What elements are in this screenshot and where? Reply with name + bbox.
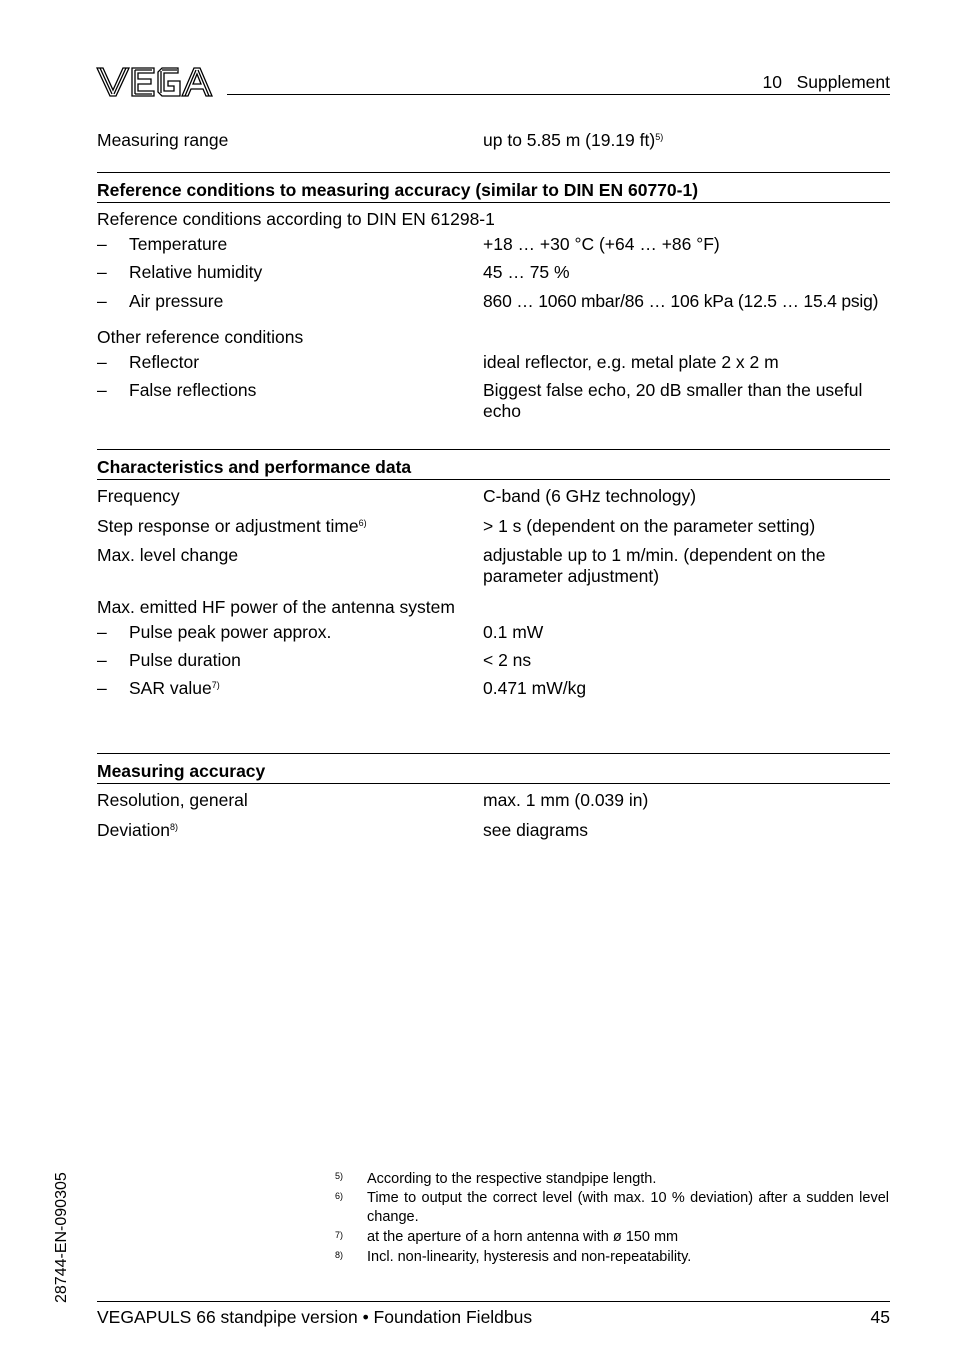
deviation-label: Deviation — [97, 820, 170, 840]
header-rule — [227, 94, 890, 95]
measuring-range-label: Measuring range — [97, 130, 229, 150]
footer-rule — [97, 1301, 890, 1302]
false-reflections-label: False reflections — [129, 380, 257, 400]
reflector-label: Reflector — [129, 352, 200, 372]
list-dash: – — [97, 380, 107, 400]
step-response-label-wrap — [97, 516, 367, 537]
deviation-value: see diagrams — [483, 820, 589, 840]
accuracy-section-title: Measuring accuracy — [97, 761, 266, 781]
document-code: 28744-EN-090305 — [53, 1172, 70, 1303]
deviation-label-wrap — [97, 820, 178, 841]
section-rule-top — [97, 753, 890, 754]
footnote-ref: 6) — [358, 518, 367, 528]
sar-value: 0.471 mW/kg — [483, 678, 587, 698]
footnote-ref: 7) — [211, 680, 220, 690]
step-response-label: Step response or adjustment time — [97, 516, 359, 536]
vega-logo-mark — [96, 66, 214, 98]
humidity-value: 45 … 75 % — [483, 262, 570, 282]
frequency-label: Frequency — [97, 486, 180, 506]
footnote-number: 8) — [335, 1250, 344, 1260]
sar-label-wrap — [129, 678, 220, 699]
list-dash: – — [97, 650, 107, 670]
reference-subhead: Reference conditions according to DIN EN 61298-1 — [97, 209, 495, 229]
sar-label: SAR value — [129, 678, 212, 698]
page-number: 45 — [870, 1307, 890, 1327]
resolution-label: Resolution, general — [97, 790, 248, 810]
measuring-range-value: up to 5.85 m (19.19 ft) — [483, 130, 656, 150]
air-pressure-value: 860 … 1060 mbar/86 … 106 kPa (12.5 … 15.4 psig) — [483, 291, 879, 311]
frequency-value: C-band (6 GHz technology) — [483, 486, 697, 506]
pulse-peak-value: 0.1 mW — [483, 622, 544, 642]
performance-section-title: Characteristics and performance data — [97, 457, 412, 477]
section-rule-bottom — [97, 202, 890, 203]
footnote-text: Incl. non-linearity, hysteresis and non-repeatability. — [367, 1249, 692, 1265]
section-rule-bottom — [97, 783, 890, 784]
reflector-value: ideal reflector, e.g. metal plate 2 x 2 m — [483, 352, 779, 372]
other-conditions-subhead: Other reference conditions — [97, 327, 304, 347]
level-change-label: Max. level change — [97, 545, 239, 565]
hf-power-subhead: Max. emitted HF power of the antenna system — [97, 597, 455, 617]
footnote-number: 5) — [335, 1171, 344, 1181]
footnote-text: at the aperture of a horn antenna with ø 150 mm — [367, 1229, 679, 1245]
false-reflections-value: Biggest false echo, 20 dB smaller than the useful echo — [483, 380, 863, 421]
list-dash: – — [97, 352, 107, 372]
list-dash: – — [97, 234, 107, 254]
list-dash: – — [97, 291, 107, 311]
footnote-ref: 8) — [169, 822, 178, 832]
section-header: 10 Supplement — [762, 72, 890, 92]
humidity-label: Relative humidity — [129, 262, 263, 282]
vega-logo — [96, 66, 214, 98]
footnote-text: Time to output the correct level (with max. 10 % deviation) after a sudden level change. — [367, 1190, 889, 1225]
temperature-label: Temperature — [129, 234, 228, 254]
list-dash: – — [97, 262, 107, 282]
reference-section-title: Reference conditions to measuring accuracy (similar to DIN EN 60770-1) — [97, 180, 699, 200]
pulse-duration-label: Pulse duration — [129, 650, 241, 670]
pulse-duration-value: < 2 ns — [483, 650, 532, 670]
footnote-ref: 5) — [655, 132, 664, 142]
list-dash: – — [97, 678, 107, 698]
step-response-value: > 1 s (dependent on the parameter setting) — [483, 516, 816, 536]
section-rule-top — [97, 172, 890, 173]
temperature-value: +18 … +30 °C (+64 … +86 °F) — [483, 234, 720, 254]
air-pressure-label: Air pressure — [129, 291, 224, 311]
footnote-text: According to the respective standpipe length. — [367, 1171, 657, 1187]
footnote-number: 7) — [335, 1230, 344, 1240]
level-change-value: adjustable up to 1 m/min. (dependent on the parameter adjustment) — [483, 545, 826, 586]
list-dash: – — [97, 622, 107, 642]
footer-product: VEGAPULS 66 standpipe version • Foundation Fieldbus — [97, 1307, 533, 1327]
section-rule-top — [97, 449, 890, 450]
footnote-number: 6) — [335, 1191, 344, 1201]
measuring-range-value-wrap — [483, 130, 663, 151]
section-rule-bottom — [97, 479, 890, 480]
resolution-value: max. 1 mm (0.039 in) — [483, 790, 649, 810]
pulse-peak-label: Pulse peak power approx. — [129, 622, 332, 642]
